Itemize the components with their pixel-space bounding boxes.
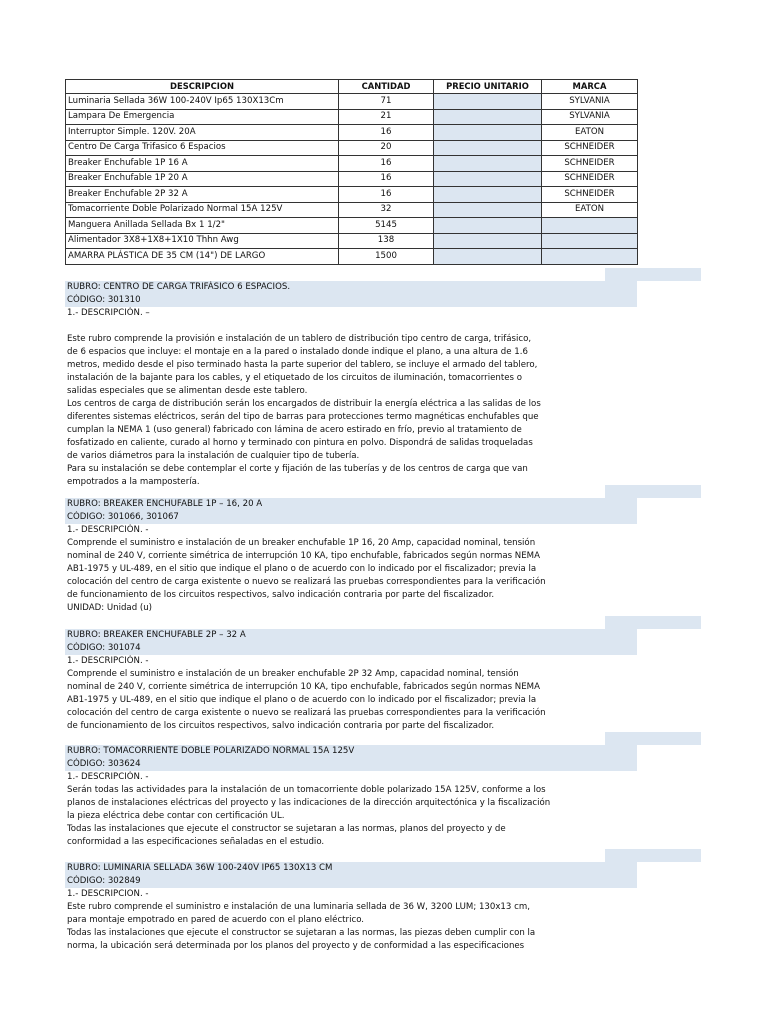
- highlight-band: [605, 849, 701, 862]
- cell-marca: EATON: [542, 125, 638, 141]
- body-line: AB1-1975 y UL-489, en el sitio que indique el plano o de acuerdo con lo indicado por el fiscalizador; previa la: [67, 695, 537, 705]
- descripcion-heading: 1.- DESCRIPCIÓN. –: [67, 308, 150, 318]
- body-line: AB1-1975 y UL-489, en el sitio que indique el plano o de acuerdo con lo indicado por el fiscalizador; previa la: [67, 564, 537, 574]
- spec-section: [65, 745, 637, 849]
- body-line: fosfatizado en caliente, curado al horno y terminado con pintura en polvo. Dispondrá de salidas troqueladas: [67, 438, 533, 448]
- cell-precio-unitario: [434, 233, 542, 249]
- table-row: [66, 218, 638, 234]
- table-row: [66, 109, 638, 125]
- header-descripcion: DESCRIPCION: [66, 80, 339, 94]
- cell-precio-unitario: [434, 171, 542, 187]
- cell-cantidad: 16: [339, 156, 434, 172]
- codigo-label: CÓDIGO: 301066, 301067: [65, 511, 637, 524]
- descripcion-heading: 1.- DESCRIPCIÓN. -: [67, 656, 149, 666]
- cell-descripcion: Interruptor Simple. 120V. 20A: [66, 125, 339, 141]
- header-precio-unitario: PRECIO UNITARIO: [434, 80, 542, 94]
- table-header-row: [66, 80, 638, 94]
- cell-precio-unitario: [434, 125, 542, 141]
- spec-section: [65, 281, 637, 489]
- codigo-label: CÓDIGO: 301310: [65, 294, 637, 307]
- cell-cantidad: 20: [339, 140, 434, 156]
- table-row: [66, 156, 638, 172]
- body-line: norma, la ubicación será determinada por los planos del proyecto y de conformidad a las especificaciones: [67, 941, 525, 951]
- body-line: nominal de 240 V, corriente simétrica de interrupción 10 KA, tipo enchufable, fabricados según normas NEMA: [67, 682, 540, 692]
- codigo-label: CÓDIGO: 301074: [65, 642, 637, 655]
- cell-descripcion: Breaker Enchufable 1P 20 A: [66, 171, 339, 187]
- cell-descripcion: Breaker Enchufable 2P 32 A: [66, 187, 339, 203]
- cell-cantidad: 71: [339, 94, 434, 110]
- cell-cantidad: 5145: [339, 218, 434, 234]
- body-line: Serán todas las actividades para la instalación de un tomacorriente doble polarizado 15A 125V, conforme a los: [67, 785, 546, 795]
- materials-table: [65, 79, 638, 265]
- cell-cantidad: 16: [339, 171, 434, 187]
- cell-marca: SYLVANIA: [542, 109, 638, 125]
- cell-cantidad: 21: [339, 109, 434, 125]
- rubro-title: RUBRO: LUMINARIA SELLADA 36W 100-240V IP65 130X13 CM: [65, 862, 637, 875]
- spec-section: [65, 629, 637, 733]
- body-line: Los centros de carga de distribución serán los encargados de distribuir la energía eléctrica a las salidas de los: [67, 399, 541, 409]
- body-line: metros, medido desde el piso terminado hasta la parte superior del tablero, se incluye el armado del tablero,: [67, 360, 538, 370]
- descripcion-heading: 1.- DESCRIPCION. -: [67, 889, 149, 899]
- cell-precio-unitario: [434, 109, 542, 125]
- body-line: la pieza eléctrica debe contar con certificación UL.: [67, 811, 285, 821]
- cell-descripcion: AMARRA PLÁSTICA DE 35 CM (14") DE LARGO: [66, 249, 339, 265]
- body-line: Este rubro comprende el suministro e instalación de una luminaria sellada de 36 W, 3200 LUM; 130x13 cm,: [67, 902, 530, 912]
- table-row: [66, 125, 638, 141]
- table-row: [66, 140, 638, 156]
- body-line: cumplan la NEMA 1 (uso general) fabricado con lámina de acero estirado en frío, previo al tratamiento de: [67, 425, 522, 435]
- codigo-label: CÓDIGO: 302849: [65, 875, 637, 888]
- body-line: salidas especiales que se alimentan desde este tablero.: [67, 386, 308, 396]
- cell-marca: [542, 218, 638, 234]
- body-line: Comprende el suministro e instalación de un breaker enchufable 2P 32 Amp, capacidad nominal, tensión: [67, 669, 519, 679]
- body-line: Todas las instalaciones que ejecute el constructor se sujetaran a las normas, planos del proyecto y de: [67, 824, 506, 834]
- body-line: planos de instalaciones eléctricas del proyecto y las indicaciones de la dirección arquitectónica y la fiscalización: [67, 798, 551, 808]
- highlight-band: [605, 732, 701, 745]
- cell-precio-unitario: [434, 202, 542, 218]
- body-line: de 6 espacios que incluye: el montaje en a la pared o instalado donde indique el plano, a una altura de 1.6: [67, 347, 528, 357]
- descripcion-heading: 1.- DESCRIPCIÓN. -: [67, 772, 149, 782]
- body-line: Todas las instalaciones que ejecute el constructor se sujetaran a las normas, las piezas deben cumplir con la: [67, 928, 536, 938]
- cell-precio-unitario: [434, 249, 542, 265]
- rubro-title: RUBRO: CENTRO DE CARGA TRIFÁSICO 6 ESPACIOS.: [65, 281, 637, 294]
- cell-marca: [542, 249, 638, 265]
- cell-marca: SCHNEIDER: [542, 156, 638, 172]
- cell-marca: EATON: [542, 202, 638, 218]
- table-row: [66, 94, 638, 110]
- cell-descripcion: Centro De Carga Trifasico 6 Espacios: [66, 140, 339, 156]
- body-line: instalación de la bajante para los cables, y el etiquetado de los circuitos de iluminación, tomacorrientes o: [67, 373, 522, 383]
- cell-precio-unitario: [434, 156, 542, 172]
- cell-cantidad: 16: [339, 125, 434, 141]
- table-row: [66, 202, 638, 218]
- cell-cantidad: 32: [339, 202, 434, 218]
- codigo-label: CÓDIGO: 303624: [65, 758, 637, 771]
- cell-marca: SCHNEIDER: [542, 187, 638, 203]
- cell-marca: SYLVANIA: [542, 94, 638, 110]
- table-row: [66, 171, 638, 187]
- body-line: [65, 320, 637, 333]
- body-line: diferentes sistemas eléctricos, serán del tipo de barras para protecciones termo magnéticas enchufables que: [67, 412, 539, 422]
- cell-precio-unitario: [434, 187, 542, 203]
- rubro-title: RUBRO: BREAKER ENCHUFABLE 1P – 16, 20 A: [65, 498, 637, 511]
- descripcion-heading: 1.- DESCRIPCIÓN. -: [67, 525, 149, 535]
- body-line: Este rubro comprende la provisión e instalación de un tablero de distribución tipo centro de carga, trifásico,: [67, 334, 532, 344]
- body-line: empotrados a la mampostería.: [67, 477, 200, 487]
- header-marca: MARCA: [542, 80, 638, 94]
- cell-precio-unitario: [434, 140, 542, 156]
- body-line: UNIDAD: Unidad (u): [67, 603, 153, 613]
- header-cantidad: CANTIDAD: [339, 80, 434, 94]
- cell-cantidad: 138: [339, 233, 434, 249]
- cell-descripcion: Luminaria Sellada 36W 100-240V Ip65 130X13Cm: [66, 94, 339, 110]
- cell-marca: SCHNEIDER: [542, 140, 638, 156]
- body-line: para montaje empotrado en pared de acuerdo con el plano eléctrico.: [67, 915, 365, 925]
- cell-descripcion: Alimentador 3X8+1X8+1X10 Thhn Awg: [66, 233, 339, 249]
- cell-precio-unitario: [434, 218, 542, 234]
- spec-section: [65, 862, 637, 953]
- body-line: Comprende el suministro e instalación de un breaker enchufable 1P 16, 20 Amp, capacidad nominal, tensión: [67, 538, 536, 548]
- rubro-title: RUBRO: TOMACORRIENTE DOBLE POLARIZADO NORMAL 15A 125V: [65, 745, 637, 758]
- cell-precio-unitario: [434, 94, 542, 110]
- body-line: de varios diámetros para la instalación de cualquier tipo de tubería.: [67, 451, 360, 461]
- highlight-band: [605, 268, 701, 281]
- body-line: de funcionamiento de los circuitos respectivos, salvo indicación contraria por parte del fiscalizador.: [67, 590, 495, 600]
- highlight-band: [605, 616, 701, 629]
- cell-descripcion: Tomacorriente Doble Polarizado Normal 15A 125V: [66, 202, 339, 218]
- cell-descripcion: Manguera Anillada Sellada Bx 1 1/2": [66, 218, 339, 234]
- cell-marca: [542, 233, 638, 249]
- table-row: [66, 249, 638, 265]
- table-body: [66, 94, 638, 265]
- cell-cantidad: 1500: [339, 249, 434, 265]
- highlight-band: [605, 485, 701, 498]
- body-line: colocación del centro de carga existente o nuevo se realizará las pruebas correspondientes para la verificación: [67, 708, 546, 718]
- rubro-title: RUBRO: BREAKER ENCHUFABLE 2P – 32 A: [65, 629, 637, 642]
- body-line: nominal de 240 V, corriente simétrica de interrupción 10 KA, tipo enchufable, fabricados según normas NEMA: [67, 551, 540, 561]
- cell-marca: SCHNEIDER: [542, 171, 638, 187]
- spec-section: [65, 498, 637, 615]
- cell-cantidad: 16: [339, 187, 434, 203]
- cell-descripcion: Breaker Enchufable 1P 16 A: [66, 156, 339, 172]
- table-row: [66, 187, 638, 203]
- cell-descripcion: Lampara De Emergencia: [66, 109, 339, 125]
- body-line: de funcionamiento de los circuitos respectivos, salvo indicación contraria por parte del fiscalizador.: [67, 721, 495, 731]
- table-row: [66, 233, 638, 249]
- body-line: conformidad a las especificaciones señaladas en el estudio.: [67, 837, 325, 847]
- body-line: colocación del centro de carga existente o nuevo se realizará las pruebas correspondientes para la verificación: [67, 577, 546, 587]
- body-line: Para su instalación se debe contemplar el corte y fijación de las tuberías y de los centros de carga que van: [67, 464, 528, 474]
